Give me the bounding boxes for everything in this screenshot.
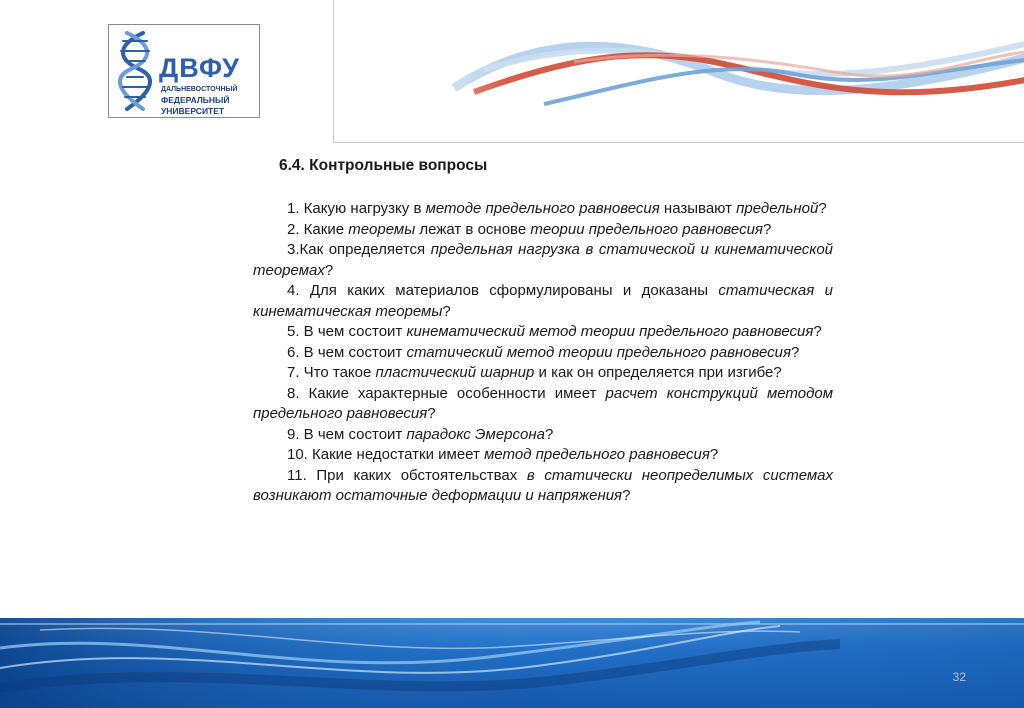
question-text: 7. Что такое [287, 364, 376, 381]
content-area [253, 156, 833, 507]
question-item [253, 199, 833, 220]
question-item [253, 363, 833, 384]
footer-wave-band [0, 618, 1024, 708]
question-text: ? [442, 302, 451, 320]
question-emphasis: предельная нагрузка в статической и кинематической теоремах [253, 241, 834, 279]
question-text: ? [427, 405, 436, 422]
question-emphasis: статический метод теории предельного равновесия [406, 343, 792, 361]
question-emphasis: теоремы [348, 220, 416, 238]
question-text: 5. В чем состоит [287, 323, 407, 340]
question-text: ? [709, 446, 719, 463]
section-heading: 6.4. Контрольные вопросы [279, 157, 488, 174]
logo-line-1: ДАЛЬНЕВОСТОЧНЫЙ [161, 86, 238, 93]
question-text: называют [663, 200, 737, 217]
question-emphasis: предельной [736, 200, 819, 217]
question-emphasis: в статически неопределимых системах возникают остаточные деформации и напряжения [253, 466, 833, 504]
question-text: ? [818, 200, 827, 217]
question-item [253, 343, 833, 364]
question-text: 2. Какие [287, 220, 349, 238]
question-text: 6. В чем состоит [287, 343, 407, 361]
question-text: 8. Какие характерные особенности имеет [287, 384, 606, 402]
question-text: ? [813, 323, 822, 340]
question-emphasis: статическая и кинематическая теоремы [253, 282, 833, 320]
question-text: ? [762, 220, 772, 238]
question-emphasis: пластический шарнир [375, 364, 535, 381]
logo-line-3: УНИВЕРСИТЕТ [161, 106, 225, 116]
question-text: лежат в основе [415, 220, 531, 238]
question-item [253, 220, 833, 241]
header-wave-panel [333, 0, 1024, 143]
university-logo [108, 24, 260, 118]
page-number: 32 [952, 670, 966, 684]
question-emphasis: методе предельного равновесия [425, 200, 664, 217]
question-item [253, 384, 833, 425]
question-item [253, 425, 833, 446]
question-emphasis: расчет конструкций методом предельного равновесия [253, 384, 833, 422]
question-emphasis: парадокс Эмерсона [406, 425, 545, 443]
question-text: 10. Какие недостатки имеет [287, 446, 485, 463]
question-text: ? [622, 487, 631, 504]
question-list [253, 199, 833, 507]
logo-abbreviation: ДВФУ [159, 53, 240, 83]
dna-helix-icon [113, 29, 159, 113]
question-emphasis: теории предельного равновесия [530, 220, 763, 238]
question-text: ? [324, 261, 334, 279]
question-text: 11. При каких обстоятельствах [287, 466, 527, 484]
question-text: 9. В чем состоит [287, 425, 407, 443]
question-text: 4. Для каких материалов сформулированы и доказаны [287, 282, 719, 299]
question-text: ? [791, 343, 800, 361]
decorative-waves [334, 0, 1024, 142]
question-emphasis: метод предельного равновесия [484, 446, 710, 463]
question-item [253, 445, 833, 466]
question-text: 3.Как определяется [287, 241, 431, 258]
question-item [253, 240, 833, 281]
question-text: 1. Какую нагрузку в [287, 200, 426, 217]
question-emphasis: кинематический метод теории предельного равновесия [406, 323, 814, 340]
question-item [253, 466, 833, 507]
question-item [253, 281, 833, 322]
logo-line-2: ФЕДЕРАЛЬНЫЙ [161, 95, 230, 105]
question-text: и как он определяется при изгибе? [534, 364, 782, 381]
question-item [253, 322, 833, 343]
question-text: ? [544, 425, 554, 443]
